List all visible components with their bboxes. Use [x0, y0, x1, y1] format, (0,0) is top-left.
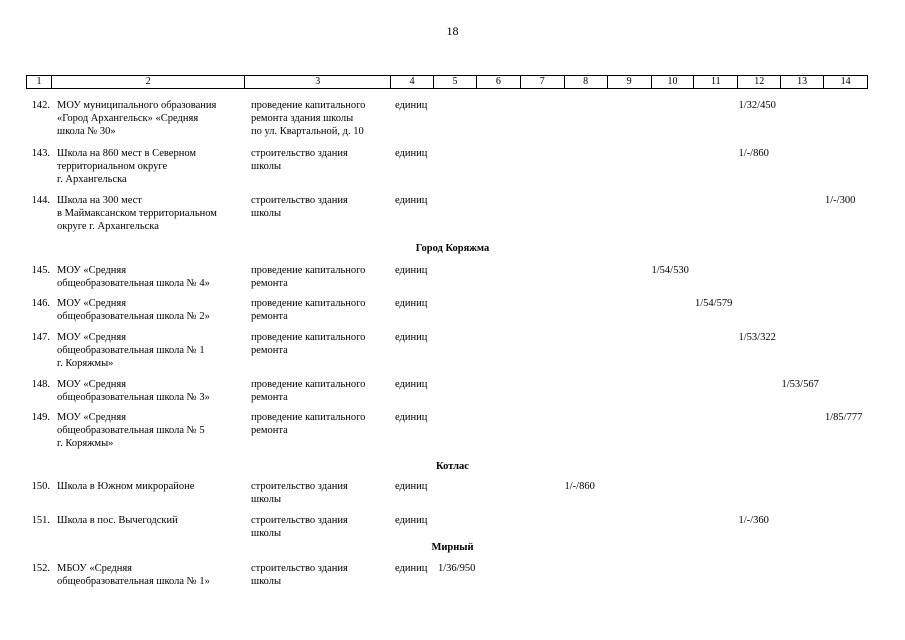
object-name: Школа на 860 мест в Северном территориальном округе г. Архангельска: [57, 148, 197, 185]
row-number: 148.: [31, 379, 50, 390]
section-heading: Город Коряжма: [415, 243, 490, 254]
header-cell-7: 7: [520, 76, 564, 88]
header-cell-4: 4: [390, 76, 433, 88]
unit: единиц: [395, 298, 428, 309]
row-number: 152.: [31, 563, 50, 574]
row-number: 143.: [31, 148, 50, 159]
unit: единиц: [395, 265, 428, 276]
header-cell-11: 11: [693, 76, 737, 88]
work-type: строительство здания школы: [251, 481, 348, 505]
unit: единиц: [395, 563, 428, 574]
header-cell-3: 3: [244, 76, 390, 88]
object-name: МОУ «Средняя общеобразовательная школа № 5 г. Коряжмы»: [57, 412, 205, 449]
value-col-12: 1/-/860: [738, 148, 769, 159]
unit: единиц: [395, 195, 428, 206]
object-name: Школа в Южном микрорайоне: [57, 481, 195, 492]
value-col-14: 1/-/300: [825, 195, 856, 206]
object-name: МБОУ «Средняя общеобразовательная школа № 1»: [57, 563, 210, 587]
value-col-13: 1/53/567: [781, 379, 819, 390]
value-col-11: 1/54/579: [695, 298, 733, 309]
work-type: проведение капитального ремонта: [251, 298, 366, 322]
value-col-12: 1/32/450: [738, 100, 776, 111]
unit: единиц: [395, 100, 428, 111]
object-name: Школа в пос. Вычегодский: [57, 515, 178, 526]
value-col-14: 1/85/777: [825, 412, 863, 423]
work-type: строительство здания школы: [251, 148, 348, 172]
header-cell-1: 1: [36, 76, 42, 87]
section-heading: Котлас: [436, 461, 469, 472]
row-number: 149.: [31, 412, 50, 423]
header-cell-8: 8: [564, 76, 607, 88]
header-cell-12: 12: [737, 76, 780, 88]
header-cell-6: 6: [476, 76, 520, 88]
value-col-12: 1/53/322: [738, 332, 776, 343]
object-name: Школа на 300 мест в Маймаксанском территориальном округе г. Архангельска: [57, 195, 217, 232]
value-col-5: 1/36/950: [438, 563, 476, 574]
header-cell-2: 2: [51, 76, 245, 88]
object-name: МОУ «Средняя общеобразовательная школа № 4»: [57, 265, 210, 289]
header-cell-13: 13: [780, 76, 823, 88]
work-type: проведение капитального ремонта: [251, 332, 366, 356]
object-name: МОУ «Средняя общеобразовательная школа № 1 г. Коряжмы»: [57, 332, 205, 369]
header-cell-10: 10: [651, 76, 694, 88]
unit: единиц: [395, 148, 428, 159]
object-name: МОУ «Средняя общеобразовательная школа № 2»: [57, 298, 210, 322]
object-name: МОУ муниципального образования «Город Архангельск» «Средняя школа № 30»: [57, 100, 217, 137]
unit: единиц: [395, 481, 428, 492]
unit: единиц: [395, 412, 428, 423]
row-number: 147.: [31, 332, 50, 343]
value-col-10: 1/54/530: [651, 265, 689, 276]
unit: единиц: [395, 515, 428, 526]
work-type: проведение капитального ремонта: [251, 412, 366, 436]
work-type: строительство здания школы: [251, 563, 348, 587]
section-heading: Мирный: [431, 542, 474, 553]
row-number: 145.: [31, 265, 50, 276]
row-number: 150.: [31, 481, 50, 492]
work-type: строительство здания школы: [251, 515, 348, 539]
work-type: проведение капитального ремонта: [251, 265, 366, 289]
value-col-12: 1/-/360: [738, 515, 769, 526]
object-name: МОУ «Средняя общеобразовательная школа № 3»: [57, 379, 210, 403]
value-col-8: 1/-/860: [564, 481, 595, 492]
row-number: 144.: [31, 195, 50, 206]
row-number: 151.: [31, 515, 50, 526]
header-cell-14: 14: [823, 76, 867, 88]
row-number: 146.: [31, 298, 50, 309]
row-number: 142.: [31, 100, 50, 111]
header-cell-5: 5: [433, 76, 476, 88]
unit: единиц: [395, 379, 428, 390]
unit: единиц: [395, 332, 428, 343]
work-type: проведение капитального ремонта здания школы по ул. Квартальной, д. 10: [251, 100, 366, 137]
work-type: проведение капитального ремонта: [251, 379, 366, 403]
work-type: строительство здания школы: [251, 195, 348, 219]
page-number: 18: [446, 24, 459, 38]
header-cell-9: 9: [607, 76, 651, 88]
